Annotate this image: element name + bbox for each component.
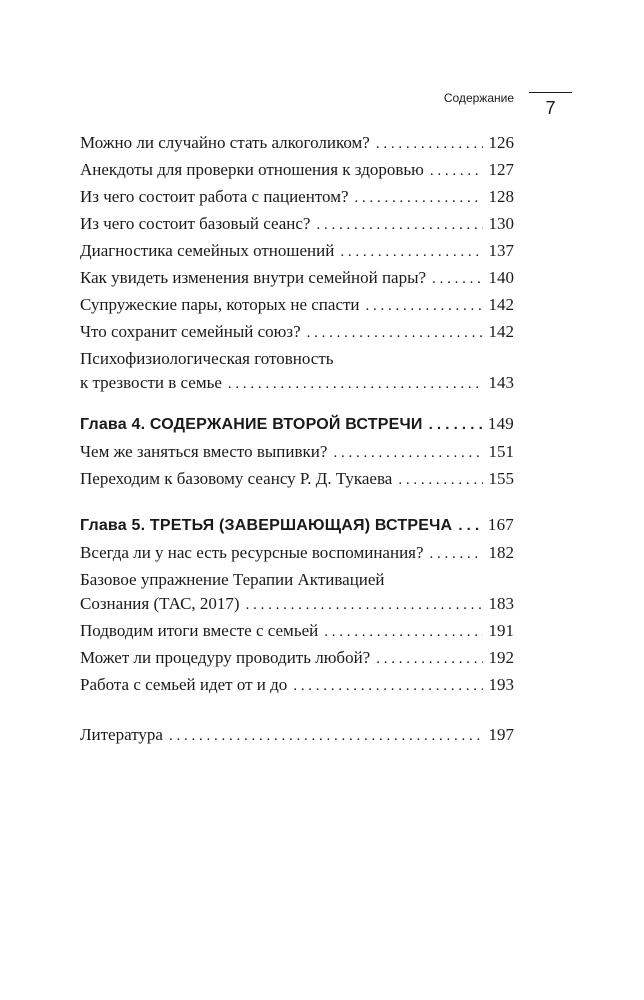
toc-entry-page: 193 bbox=[488, 675, 514, 694]
chapter-title: Глава 5. ТРЕТЬЯ (ЗАВЕРШАЮЩАЯ) ВСТРЕЧА bbox=[80, 517, 453, 534]
toc-entry-page: 126 bbox=[488, 133, 514, 152]
toc-entry-page: 151 bbox=[488, 442, 514, 461]
chapter-title: Глава 4. СОДЕРЖАНИЕ ВТОРОЙ ВСТРЕЧИ bbox=[80, 416, 423, 433]
running-head: Содержание bbox=[443, 91, 514, 105]
dot-leader bbox=[429, 412, 482, 438]
toc-entry-title: Работа с семьей идет от и до bbox=[80, 675, 288, 694]
dot-leader bbox=[246, 592, 483, 618]
toc-entry[interactable] bbox=[80, 130, 514, 157]
page-number: 7 bbox=[545, 98, 556, 118]
toc-entry-title: Что сохранит семейный союз? bbox=[80, 322, 301, 341]
toc-entry-page: 149 bbox=[487, 414, 514, 433]
toc-entry[interactable] bbox=[80, 439, 514, 466]
dot-leader bbox=[376, 646, 482, 672]
toc-entry[interactable] bbox=[80, 238, 514, 265]
dot-leader bbox=[307, 320, 483, 346]
dot-leader bbox=[293, 673, 482, 699]
dot-leader bbox=[355, 185, 483, 211]
dot-leader bbox=[340, 239, 482, 265]
toc-entry-page: 143 bbox=[488, 373, 514, 392]
toc-entry-multiline[interactable] bbox=[80, 569, 514, 618]
toc-entry-title: Из чего состоит работа с пациентом? bbox=[80, 187, 349, 206]
dot-leader bbox=[333, 440, 482, 466]
toc-entry-title: Можно ли случайно стать алкоголиком? bbox=[80, 133, 370, 152]
toc-entry-title-line1: Базовое упражнение Терапии Активацией bbox=[80, 570, 385, 589]
toc-entry[interactable] bbox=[80, 540, 514, 567]
toc-entry[interactable] bbox=[80, 618, 514, 645]
toc-entry[interactable] bbox=[80, 265, 514, 292]
toc-entry-page: 137 bbox=[488, 241, 514, 260]
toc-entry[interactable] bbox=[80, 672, 514, 699]
toc-entry-page: 127 bbox=[488, 160, 514, 179]
dot-leader bbox=[169, 723, 483, 749]
dot-leader bbox=[430, 541, 483, 567]
toc-entry-title: Переходим к базовому сеансу Р. Д. Тукаева bbox=[80, 469, 393, 488]
toc-entry-page: 167 bbox=[487, 515, 514, 534]
toc-entry[interactable] bbox=[80, 292, 514, 319]
toc-entry-title: Из чего состоит базовый сеанс? bbox=[80, 214, 311, 233]
toc-entry[interactable] bbox=[80, 645, 514, 672]
header-rule bbox=[529, 92, 572, 93]
toc-entry[interactable] bbox=[80, 466, 514, 493]
dot-leader bbox=[228, 371, 483, 397]
toc-entry-title: Диагностика семейных отношений bbox=[80, 241, 335, 260]
toc-entry[interactable] bbox=[80, 319, 514, 346]
dot-leader bbox=[430, 158, 483, 184]
toc-entry-page: 142 bbox=[488, 295, 514, 314]
toc-entry-title: Чем же заняться вместо выпивки? bbox=[80, 442, 328, 461]
toc-entry[interactable] bbox=[80, 157, 514, 184]
toc-entry-multiline[interactable] bbox=[80, 348, 514, 397]
toc-chapter-heading[interactable] bbox=[80, 512, 514, 539]
toc-entry-page: 182 bbox=[488, 543, 514, 562]
toc-entry-title-line1: Психофизиологическая готовность bbox=[80, 349, 334, 368]
dot-leader bbox=[376, 131, 483, 157]
dot-leader bbox=[324, 619, 482, 645]
toc-entry[interactable] bbox=[80, 211, 514, 238]
toc-entry-page: 191 bbox=[488, 621, 514, 640]
toc-entry-title: Как увидеть изменения внутри семейной пары? bbox=[80, 268, 427, 287]
toc-chapter-heading[interactable] bbox=[80, 411, 514, 438]
toc-entry-title: Литература bbox=[80, 725, 163, 744]
toc-entry-page: 183 bbox=[488, 594, 514, 613]
dot-leader bbox=[398, 467, 482, 493]
toc-entry-title: Подводим итоги вместе с семьей bbox=[80, 621, 319, 640]
dot-leader bbox=[432, 266, 482, 292]
toc-entry-page: 197 bbox=[488, 725, 514, 744]
toc-entry-title-line2: Сознания (ТАС, 2017) bbox=[80, 594, 240, 613]
toc-entry-page: 155 bbox=[488, 469, 514, 488]
toc-entry-page: 130 bbox=[488, 214, 514, 233]
toc-entry-title: Всегда ли у нас есть ресурсные воспоминания? bbox=[80, 543, 424, 562]
dot-leader bbox=[366, 293, 483, 319]
toc-entry-title: Супружеские пары, которых не спасти bbox=[80, 295, 360, 314]
toc-entry-page: 192 bbox=[488, 648, 514, 667]
dot-leader bbox=[316, 212, 482, 238]
toc-entry-title-line2: к трезвости в семье bbox=[80, 373, 222, 392]
toc-entry[interactable] bbox=[80, 184, 514, 211]
toc-entry-title: Анекдоты для проверки отношения к здоровью bbox=[80, 160, 424, 179]
toc-entry-title: Может ли процедуру проводить любой? bbox=[80, 648, 371, 667]
toc-entry-literature[interactable] bbox=[80, 722, 514, 749]
toc-entry-page: 128 bbox=[488, 187, 514, 206]
dot-leader bbox=[458, 513, 482, 539]
toc-entry-page: 142 bbox=[488, 322, 514, 341]
toc-entry-page: 140 bbox=[488, 268, 514, 287]
